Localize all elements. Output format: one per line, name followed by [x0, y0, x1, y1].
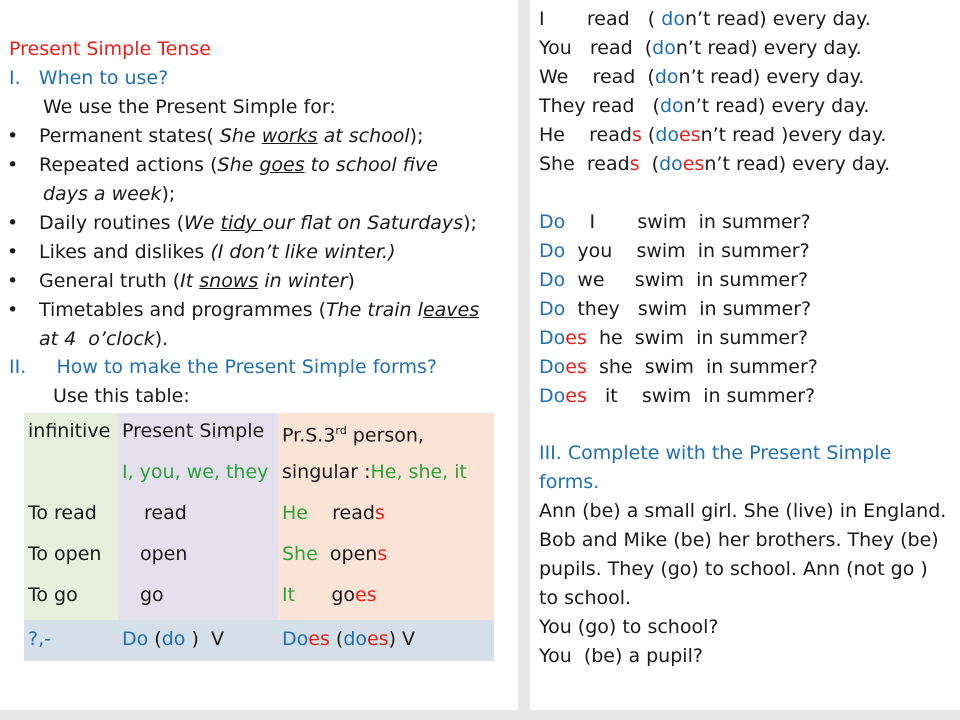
bullet-dot: • — [7, 241, 19, 263]
bullet-likes-dislikes — [39, 240, 395, 264]
table-subheader-singular — [282, 460, 467, 484]
table-row-open-third — [282, 542, 387, 566]
verb: read — [591, 95, 635, 117]
example-text: We — [184, 212, 221, 234]
aux-do: do — [659, 95, 684, 117]
question-line-you — [539, 239, 810, 263]
question-rest: swim in summer? — [644, 356, 818, 378]
example-text: She — [217, 154, 260, 176]
bullet-text: Permanent states( — [39, 125, 220, 147]
neg-line-we: We read (don’t read) every day. — [539, 66, 865, 88]
aux-do: Do — [282, 628, 309, 650]
bullet-daily-routines — [39, 211, 477, 235]
aux-do: Do — [539, 356, 566, 378]
exercise-line: You (go) to school? — [539, 616, 719, 638]
aux-do: do — [343, 628, 367, 650]
exercise-line: Ann (be) a small girl. She (live) in England. — [539, 500, 947, 522]
example-text: in winter — [258, 270, 348, 292]
aux-es: es — [565, 356, 587, 378]
intro-text: We use the Present Simple for: — [43, 96, 336, 118]
pronoun: she — [598, 356, 633, 378]
example-text: at school — [317, 125, 410, 147]
verb: read — [589, 124, 632, 146]
pronoun: they — [577, 298, 620, 320]
example-text: l — [417, 299, 423, 321]
example-text: The train — [326, 299, 418, 321]
header-text: Pr.S.3 — [282, 424, 336, 447]
neg-line-he: He reads (doesn’t read )every day. — [539, 124, 887, 146]
aux-do: do — [161, 628, 186, 650]
table-subheader-pronouns: I, you, we, they — [122, 461, 269, 483]
sentence-rest: n’t read) every day. — [704, 153, 891, 175]
question-rest: swim in summer? — [637, 211, 811, 233]
bullet-general-truth — [39, 269, 355, 293]
right-panel — [530, 0, 960, 710]
verb-ending: s — [629, 153, 640, 175]
bullet-repeated-actions — [39, 153, 438, 177]
aux-do: Do — [539, 240, 566, 262]
pronoun: it — [604, 385, 618, 407]
subheader-text: singular : — [282, 461, 371, 483]
example-verb: tidy — [220, 212, 263, 234]
exercise-line: Bob and Mike (be) her brothers. They (be) — [539, 529, 939, 551]
table-row-go-present: go — [140, 584, 164, 606]
bullet-text: ); — [161, 183, 176, 205]
section-2-heading — [9, 355, 437, 379]
verb-ending: s — [374, 502, 385, 524]
question-rest: swim in summer? — [634, 269, 809, 291]
aux-do: Do — [539, 327, 566, 349]
exercise-line: You (be) a pupil? — [539, 645, 703, 667]
neg-line-they: They read (don’t read) every day. — [539, 95, 870, 117]
bullet-timetables — [39, 298, 479, 322]
bullet-text: ). — [154, 328, 169, 350]
pronoun: I — [539, 8, 545, 30]
table-intro: Use this table: — [53, 385, 190, 407]
table-header-third-person — [282, 419, 424, 447]
verb-stem: open — [329, 543, 378, 565]
table-header-present-simple: Present Simple — [122, 420, 265, 442]
question-line-i — [539, 210, 811, 234]
exercise-line: to school. — [539, 587, 632, 609]
subheader-pronouns: He, she, it — [370, 461, 467, 483]
aux-es: es — [367, 628, 389, 650]
verb-stem: go — [331, 584, 355, 606]
aux-do: Do — [539, 269, 566, 291]
pronoun: She — [282, 543, 318, 565]
example-verb: goes — [259, 154, 305, 176]
bullet-text: Likes and dislikes — [39, 241, 211, 263]
bullet-text: ) — [347, 270, 355, 292]
example-verb: eaves — [422, 299, 480, 321]
example-verb: works — [261, 125, 318, 147]
aux-do: Do — [539, 211, 566, 233]
sentence-rest: n’t read )every day. — [700, 124, 887, 146]
verb: read — [586, 8, 630, 30]
question-rest: swim in summer? — [634, 327, 808, 349]
example-text: She — [219, 125, 262, 147]
section-1-heading — [9, 66, 168, 90]
verb: read — [586, 153, 630, 175]
aux-do: do — [654, 66, 679, 88]
table-question-row — [24, 620, 494, 661]
example-text: to school five — [304, 154, 438, 176]
bullet-dot: • — [7, 154, 19, 176]
table-header-infinitive: infinitive — [28, 420, 111, 442]
question-rest: swim in summer? — [636, 240, 810, 262]
bullet-timetables-cont — [39, 327, 168, 351]
bullet-permanent-states — [39, 124, 424, 148]
bullet-text: ); — [409, 125, 424, 147]
bullet-text: ); — [463, 212, 477, 234]
table-row-read-third — [282, 501, 385, 525]
pronoun: They — [539, 95, 586, 117]
pronoun: It — [282, 584, 296, 606]
table-q-symbol: ?,- — [28, 628, 51, 650]
question-rest: swim in summer? — [637, 298, 812, 320]
question-line-they — [539, 297, 811, 321]
example-text: our flat on Saturdays — [262, 212, 464, 234]
aux-es: es — [565, 327, 587, 349]
aux-es: es — [565, 385, 587, 407]
sentence-rest: n’t read) every day. — [675, 37, 862, 59]
paren: ( — [329, 628, 344, 650]
aux-es: es — [308, 628, 330, 650]
bullet-dot: • — [7, 212, 19, 234]
verb: read — [589, 37, 633, 59]
table-row-go-third — [282, 583, 377, 607]
grammar-table — [24, 413, 494, 661]
pronoun: He — [539, 124, 565, 146]
aux-do: do — [655, 124, 679, 146]
section-3-heading: III. Complete with the Present Simple — [539, 442, 892, 464]
table-row-read-infinitive: To read — [28, 502, 97, 524]
example-text: at 4 o’clock — [39, 328, 155, 350]
pronoun: She — [539, 153, 575, 175]
pronoun: we — [577, 269, 605, 291]
verb-stem: read — [332, 502, 375, 524]
table-q-do — [122, 627, 224, 651]
table-row-go-infinitive: To go — [28, 584, 78, 606]
pronoun: he — [598, 327, 623, 349]
section-2-label: How to make the Present Simple forms? — [56, 356, 438, 378]
section-1-number: I. — [9, 67, 21, 89]
table-q-does — [282, 627, 415, 651]
section-2-number: II. — [9, 356, 27, 378]
aux-do: Do — [539, 385, 566, 407]
verb-ending: s — [631, 124, 642, 146]
example-text: It — [180, 270, 200, 292]
aux-do: Do — [122, 628, 149, 650]
verb-ending: es — [355, 584, 377, 606]
table-row-open-infinitive: To open — [28, 543, 102, 565]
exercise-line: pupils. They (go) to school. Ann (not go ) — [539, 558, 928, 580]
sentence-rest: n’t read) every day. — [683, 95, 870, 117]
header-text: person, — [346, 424, 424, 447]
example-text: days a week — [43, 183, 162, 205]
verb: read — [592, 66, 636, 88]
bullet-dot: • — [7, 270, 19, 292]
aux-do: Do — [539, 298, 566, 320]
header-superscript: rd — [335, 424, 347, 437]
neg-line-she: She reads (doesn’t read) every day. — [539, 153, 891, 175]
section-1-label: When to use? — [38, 67, 169, 89]
pronoun: you — [577, 240, 613, 262]
aux-do: do — [652, 37, 676, 59]
pronoun: I — [589, 211, 596, 233]
verb-ending: s — [377, 543, 388, 565]
example-verb: snows — [199, 270, 259, 292]
neg-line-you: You read (don’t read) every day. — [539, 37, 862, 59]
bullet-dot: • — [7, 125, 19, 147]
neg-line-i: I read ( don’t read) every day. — [539, 8, 871, 30]
question-line-she — [539, 355, 818, 379]
aux-es: es — [679, 124, 701, 146]
table-row-open-present: open — [140, 543, 188, 565]
section-3-heading-cont: forms. — [539, 471, 600, 493]
aux-do: do — [659, 153, 683, 175]
table-row-read-present: read — [144, 502, 187, 524]
pronoun: We — [539, 66, 569, 88]
aux-es: es — [682, 153, 705, 175]
paren-v: ) V — [185, 628, 224, 650]
aux-do: do — [661, 8, 685, 30]
sentence-rest: n’t read) every day. — [678, 66, 865, 88]
question-line-he — [539, 326, 808, 350]
page-title: Present Simple Tense — [9, 38, 211, 60]
question-rest: swim in summer? — [641, 385, 816, 407]
bullet-text: Timetables and programmes ( — [39, 299, 326, 321]
bullet-text: General truth ( — [39, 270, 181, 292]
bullet-text: Daily routines ( — [39, 212, 184, 234]
bullet-repeated-actions-cont — [43, 182, 175, 206]
pronoun: You — [539, 37, 572, 59]
example-text: (I don’t like winter.) — [210, 241, 396, 263]
paren-v: ) V — [388, 628, 416, 650]
bullet-text: Repeated actions ( — [39, 154, 218, 176]
question-line-it — [539, 384, 815, 408]
pronoun: He — [282, 502, 308, 524]
bullet-dot: • — [7, 299, 19, 321]
paren: ( — [148, 628, 162, 650]
sentence-rest: n’t read) every day. — [684, 8, 871, 30]
question-line-we — [539, 268, 808, 292]
